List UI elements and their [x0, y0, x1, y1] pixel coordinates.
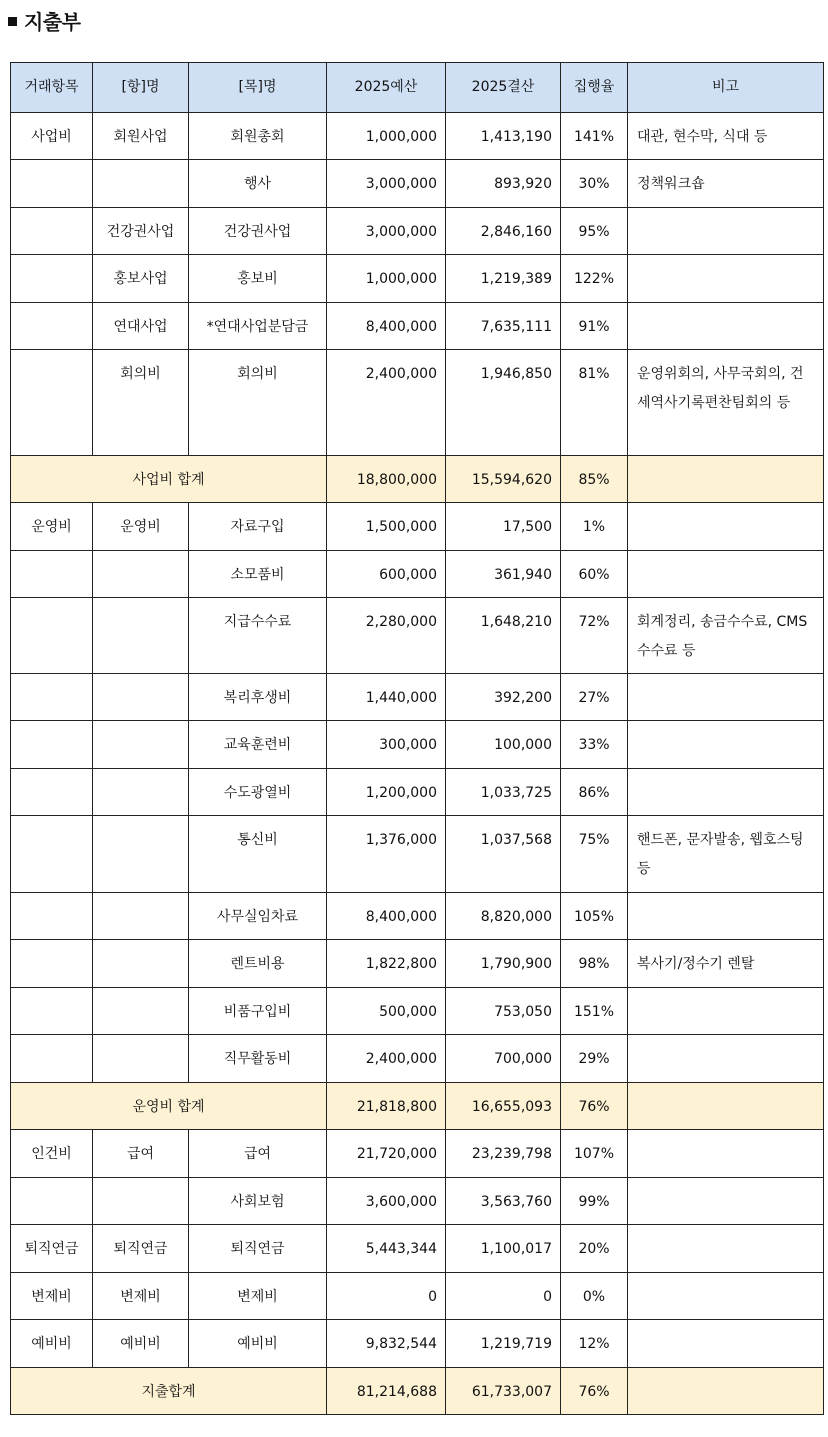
execution-rate-cell: 60%: [561, 551, 628, 598]
settlement-cell: 7,635,111: [446, 303, 561, 350]
table-body: [11, 113, 824, 1415]
note-cell: 운영위회의, 사무국회의, 건세역사기록편찬팀회의 등: [628, 350, 824, 456]
note-cell: [628, 1368, 824, 1415]
category-cell: 인건비: [11, 1130, 93, 1178]
note-cell: [628, 674, 824, 721]
category-cell: [11, 350, 93, 456]
table-row: [11, 940, 824, 988]
execution-rate-cell: 85%: [561, 456, 628, 503]
category-cell: [11, 940, 93, 988]
execution-rate-cell: 122%: [561, 255, 628, 303]
mok-cell: 예비비: [189, 1320, 327, 1368]
settlement-cell: 1,037,568: [446, 816, 561, 893]
subtotal-row: [11, 456, 824, 503]
settlement-cell: 1,033,725: [446, 769, 561, 816]
mok-cell: 행사: [189, 160, 327, 208]
category-cell: [11, 160, 93, 208]
mok-cell: 직무활동비: [189, 1035, 327, 1083]
settlement-cell: 893,920: [446, 160, 561, 208]
table-row: [11, 113, 824, 160]
hang-cell: [93, 674, 189, 721]
category-cell: 변제비: [11, 1273, 93, 1320]
execution-rate-cell: 12%: [561, 1320, 628, 1368]
mok-cell: 자료구입: [189, 503, 327, 551]
category-cell: 사업비: [11, 113, 93, 160]
note-cell: [628, 1320, 824, 1368]
category-cell: [11, 769, 93, 816]
category-cell: [11, 208, 93, 255]
execution-rate-cell: 75%: [561, 816, 628, 893]
mok-cell: 사무실임차료: [189, 893, 327, 940]
hang-cell: 건강권사업: [93, 208, 189, 255]
note-cell: [628, 503, 824, 551]
category-cell: [11, 721, 93, 769]
note-cell: [628, 255, 824, 303]
note-cell: [628, 1035, 824, 1083]
table-row: [11, 350, 824, 456]
execution-rate-cell: 30%: [561, 160, 628, 208]
hang-cell: 회원사업: [93, 113, 189, 160]
execution-rate-cell: 72%: [561, 598, 628, 674]
settlement-cell: 17,500: [446, 503, 561, 551]
budget-cell: 3,000,000: [327, 160, 446, 208]
hang-cell: [93, 160, 189, 208]
note-cell: [628, 988, 824, 1035]
mok-cell: 통신비: [189, 816, 327, 893]
header-cell: [항]명: [93, 63, 189, 113]
subtotal-label: 사업비 합계: [11, 456, 327, 503]
settlement-cell: 23,239,798: [446, 1130, 561, 1178]
square-bullet-icon: [8, 17, 17, 26]
category-cell: [11, 988, 93, 1035]
execution-rate-cell: 27%: [561, 674, 628, 721]
header-cell: 비고: [628, 63, 824, 113]
budget-cell: 2,400,000: [327, 1035, 446, 1083]
budget-cell: 3,600,000: [327, 1178, 446, 1225]
execution-rate-cell: 29%: [561, 1035, 628, 1083]
header-cell: 거래항목: [11, 63, 93, 113]
execution-rate-cell: 105%: [561, 893, 628, 940]
category-cell: 퇴직연금: [11, 1225, 93, 1273]
mok-cell: 소모품비: [189, 551, 327, 598]
budget-cell: 18,800,000: [327, 456, 446, 503]
mok-cell: *연대사업분담금: [189, 303, 327, 350]
hang-cell: 회의비: [93, 350, 189, 456]
budget-cell: 8,400,000: [327, 303, 446, 350]
category-cell: [11, 893, 93, 940]
hang-cell: [93, 1178, 189, 1225]
table-row: [11, 769, 824, 816]
note-cell: 핸드폰, 문자발송, 웹호스팅 등: [628, 816, 824, 893]
budget-cell: 2,400,000: [327, 350, 446, 456]
settlement-cell: 1,219,719: [446, 1320, 561, 1368]
subtotal-row: [11, 1083, 824, 1130]
hang-cell: 퇴직연금: [93, 1225, 189, 1273]
hang-cell: 연대사업: [93, 303, 189, 350]
subtotal-label: 운영비 합계: [11, 1083, 327, 1130]
table-row: [11, 674, 824, 721]
settlement-cell: 3,563,760: [446, 1178, 561, 1225]
budget-cell: 1,000,000: [327, 255, 446, 303]
expense-table: [10, 62, 824, 1415]
budget-cell: 2,280,000: [327, 598, 446, 674]
table-row: [11, 598, 824, 674]
hang-cell: [93, 551, 189, 598]
table-row: [11, 721, 824, 769]
note-cell: [628, 893, 824, 940]
settlement-cell: 1,946,850: [446, 350, 561, 456]
settlement-cell: 753,050: [446, 988, 561, 1035]
category-cell: 운영비: [11, 503, 93, 551]
note-cell: [628, 1083, 824, 1130]
category-cell: [11, 598, 93, 674]
settlement-cell: 0: [446, 1273, 561, 1320]
budget-cell: 9,832,544: [327, 1320, 446, 1368]
hang-cell: 홍보사업: [93, 255, 189, 303]
execution-rate-cell: 1%: [561, 503, 628, 551]
budget-cell: 1,440,000: [327, 674, 446, 721]
mok-cell: 변제비: [189, 1273, 327, 1320]
execution-rate-cell: 151%: [561, 988, 628, 1035]
header-cell: 2025예산: [327, 63, 446, 113]
note-cell: [628, 551, 824, 598]
hang-cell: 예비비: [93, 1320, 189, 1368]
header-cell: [목]명: [189, 63, 327, 113]
page-title: [8, 6, 80, 35]
subtotal-label: 지출합계: [11, 1368, 327, 1415]
settlement-cell: 2,846,160: [446, 208, 561, 255]
category-cell: [11, 551, 93, 598]
hang-cell: [93, 816, 189, 893]
note-cell: 정책워크숍: [628, 160, 824, 208]
execution-rate-cell: 86%: [561, 769, 628, 816]
execution-rate-cell: 81%: [561, 350, 628, 456]
note-cell: 복사기/정수기 렌탈: [628, 940, 824, 988]
category-cell: [11, 255, 93, 303]
note-cell: [628, 208, 824, 255]
hang-cell: [93, 769, 189, 816]
hang-cell: [93, 893, 189, 940]
execution-rate-cell: 33%: [561, 721, 628, 769]
execution-rate-cell: 98%: [561, 940, 628, 988]
budget-cell: 81,214,688: [327, 1368, 446, 1415]
subtotal-row: [11, 1368, 824, 1415]
mok-cell: 복리후생비: [189, 674, 327, 721]
settlement-cell: 1,100,017: [446, 1225, 561, 1273]
settlement-cell: 1,413,190: [446, 113, 561, 160]
settlement-cell: 8,820,000: [446, 893, 561, 940]
hang-cell: 운영비: [93, 503, 189, 551]
mok-cell: 렌트비용: [189, 940, 327, 988]
hang-cell: 변제비: [93, 1273, 189, 1320]
execution-rate-cell: 95%: [561, 208, 628, 255]
settlement-cell: 361,940: [446, 551, 561, 598]
table-row: [11, 816, 824, 893]
mok-cell: 퇴직연금: [189, 1225, 327, 1273]
table-header-row: [11, 63, 824, 113]
page-title-text: 지출부: [24, 10, 81, 34]
table-row: [11, 1035, 824, 1083]
table-row: [11, 988, 824, 1035]
table-row: [11, 1130, 824, 1178]
hang-cell: [93, 940, 189, 988]
category-cell: [11, 674, 93, 721]
note-cell: [628, 1273, 824, 1320]
hang-cell: [93, 988, 189, 1035]
execution-rate-cell: 99%: [561, 1178, 628, 1225]
settlement-cell: 61,733,007: [446, 1368, 561, 1415]
settlement-cell: 16,655,093: [446, 1083, 561, 1130]
note-cell: [628, 1130, 824, 1178]
budget-cell: 21,818,800: [327, 1083, 446, 1130]
mok-cell: 교육훈련비: [189, 721, 327, 769]
execution-rate-cell: 0%: [561, 1273, 628, 1320]
mok-cell: 회의비: [189, 350, 327, 456]
table-row: [11, 208, 824, 255]
hang-cell: [93, 721, 189, 769]
settlement-cell: 700,000: [446, 1035, 561, 1083]
category-cell: [11, 303, 93, 350]
budget-cell: 3,000,000: [327, 208, 446, 255]
category-cell: [11, 1035, 93, 1083]
execution-rate-cell: 76%: [561, 1083, 628, 1130]
settlement-cell: 1,790,900: [446, 940, 561, 988]
note-cell: [628, 721, 824, 769]
header-cell: 2025결산: [446, 63, 561, 113]
budget-cell: 1,200,000: [327, 769, 446, 816]
settlement-cell: 1,219,389: [446, 255, 561, 303]
category-cell: [11, 1178, 93, 1225]
budget-cell: 1,000,000: [327, 113, 446, 160]
note-cell: [628, 769, 824, 816]
budget-cell: 1,822,800: [327, 940, 446, 988]
budget-cell: 600,000: [327, 551, 446, 598]
budget-cell: 8,400,000: [327, 893, 446, 940]
note-cell: [628, 1225, 824, 1273]
note-cell: 회계정리, 송금수수료, CMS수수료 등: [628, 598, 824, 674]
budget-cell: 0: [327, 1273, 446, 1320]
budget-cell: 1,376,000: [327, 816, 446, 893]
budget-cell: 21,720,000: [327, 1130, 446, 1178]
mok-cell: 지급수수료: [189, 598, 327, 674]
table-row: [11, 551, 824, 598]
table-row: [11, 303, 824, 350]
execution-rate-cell: 141%: [561, 113, 628, 160]
note-cell: [628, 303, 824, 350]
hang-cell: [93, 1035, 189, 1083]
settlement-cell: 15,594,620: [446, 456, 561, 503]
table-row: [11, 893, 824, 940]
mok-cell: 건강권사업: [189, 208, 327, 255]
mok-cell: 사회보험: [189, 1178, 327, 1225]
table-row: [11, 255, 824, 303]
budget-cell: 300,000: [327, 721, 446, 769]
mok-cell: 홍보비: [189, 255, 327, 303]
budget-cell: 500,000: [327, 988, 446, 1035]
budget-cell: 1,500,000: [327, 503, 446, 551]
table-row: [11, 1178, 824, 1225]
execution-rate-cell: 107%: [561, 1130, 628, 1178]
note-cell: 대관, 현수막, 식대 등: [628, 113, 824, 160]
mok-cell: 회원총회: [189, 113, 327, 160]
table-row: [11, 503, 824, 551]
table-row: [11, 1320, 824, 1368]
settlement-cell: 100,000: [446, 721, 561, 769]
budget-cell: 5,443,344: [327, 1225, 446, 1273]
settlement-cell: 1,648,210: [446, 598, 561, 674]
mok-cell: 급여: [189, 1130, 327, 1178]
mok-cell: 비품구입비: [189, 988, 327, 1035]
table-row: [11, 1273, 824, 1320]
hang-cell: [93, 598, 189, 674]
mok-cell: 수도광열비: [189, 769, 327, 816]
table-row: [11, 160, 824, 208]
table-row: [11, 1225, 824, 1273]
note-cell: [628, 456, 824, 503]
note-cell: [628, 1178, 824, 1225]
hang-cell: 급여: [93, 1130, 189, 1178]
header-cell: 집행율: [561, 63, 628, 113]
category-cell: [11, 816, 93, 893]
settlement-cell: 392,200: [446, 674, 561, 721]
execution-rate-cell: 76%: [561, 1368, 628, 1415]
category-cell: 예비비: [11, 1320, 93, 1368]
execution-rate-cell: 91%: [561, 303, 628, 350]
execution-rate-cell: 20%: [561, 1225, 628, 1273]
